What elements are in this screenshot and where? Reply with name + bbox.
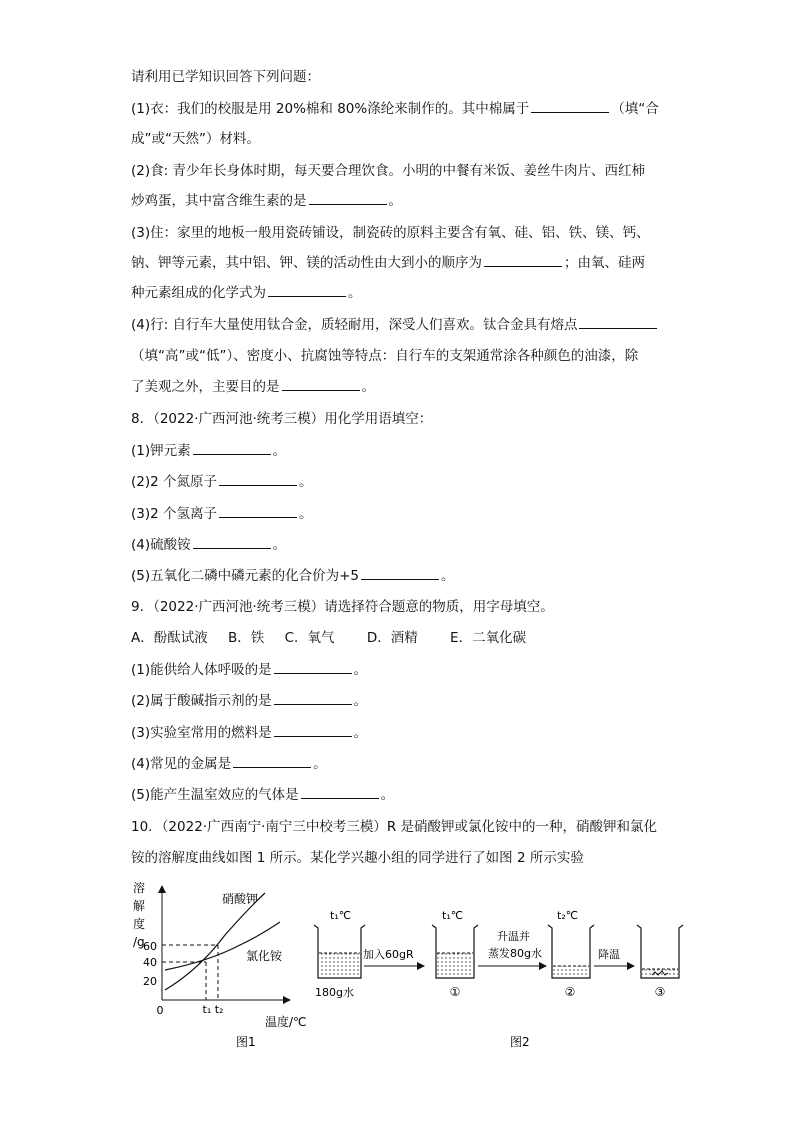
temp-label-beaker1: t₁℃ — [442, 909, 464, 922]
option-a: A．酚酞试液 — [131, 630, 208, 646]
y-tick-60: 60 — [143, 940, 157, 953]
q8-item-2: (2)2 个氮原子 。 — [131, 474, 313, 490]
q7-part4-line2: （填“高”或“低”）、密度小、抗腐蚀等特点：自行车的支架通常涂各种颜色的油漆，除 — [131, 348, 639, 364]
q9-header: 9．（2022·广西河池·统考三模）请选择符合题意的物质，用字母填空。 — [131, 599, 554, 615]
q7-part2-line2: 炒鸡蛋，其中富含维生素的是 。 — [131, 193, 402, 209]
q10-line2: 铵的溶解度曲线如图 1 所示。某化学兴趣小组的同学进行了如图 2 所示实验 — [131, 850, 584, 866]
q9-item-5: (5)能产生温室效应的气体是 。 — [131, 787, 395, 803]
step-2-label-line1: 升温并 — [497, 930, 530, 943]
label-nh4cl: 氯化铵 — [246, 949, 283, 963]
beaker-2-number: ② — [564, 985, 576, 999]
ylabel-char-1: 溶 — [133, 881, 146, 895]
origin-label: 0 — [156, 1004, 164, 1017]
label-kno3: 硝酸钾 — [222, 892, 259, 906]
q7-part2-line1: (2)食: 青少年长身体时期，每天要合理饮食。小明的中餐有米饭、姜丝牛肉片、西红柿 — [131, 163, 645, 179]
x-ticks-t1-t2: t₁ t₂ — [202, 1003, 224, 1016]
temp-label-beaker0: t₁℃ — [330, 909, 352, 922]
ylabel-char-3: 度 — [133, 917, 146, 931]
q10-line1: 10．（2022·广西南宁·南宁三中校考三模）R 是硝酸钾或氯化铵中的一种，硝酸钾和氯化 — [131, 819, 658, 835]
q8-item-1: (1)钾元素 。 — [131, 443, 287, 459]
beaker-1-solution — [437, 953, 473, 977]
x-axis-label: 温度/℃ — [265, 1015, 307, 1029]
q7-part3-line2: 钠、钾等元素，其中铝、钾、镁的活动性由大到小的顺序为 ；由氧、硅两 — [131, 255, 645, 271]
step-2-label-line2: 蒸发80g水 — [488, 947, 542, 960]
q7-part1-line1: (1)衣：我们的校服是用 20%棉和 80%涤纶来制作的。其中棉属于 （填“合 — [131, 101, 659, 117]
beaker-2-solution — [553, 966, 589, 977]
option-e: E．二氧化碳 — [450, 630, 527, 646]
option-b: B．铁 — [228, 630, 265, 646]
q8-item-4: (4)硫酸铵 。 — [131, 537, 287, 553]
q9-item-2: (2)属于酸碱指示剂的是 。 — [131, 693, 368, 709]
figure-2-experiment — [314, 909, 683, 1049]
q7-part3-line3: 种元素组成的化学式为 。 — [131, 285, 362, 301]
q8-header: 8．（2022·广西河池·统考三模）用化学用语填空： — [131, 411, 433, 427]
y-tick-20: 20 — [143, 975, 157, 988]
q9-item-3: (3)实验室常用的燃料是 。 — [131, 725, 368, 741]
q7-part4-line1: (4)行: 自行车大量使用钛合金，质轻耐用，深受人们喜欢。钛合金具有熔点 — [131, 316, 659, 334]
ylabel-char-2: 解 — [133, 899, 146, 913]
step-1-label: 加入60gR — [363, 948, 414, 961]
option-d: D．酒精 — [366, 630, 418, 646]
q8-item-5: (5)五氧化二磷中磷元素的化合价为+5 。 — [131, 568, 455, 584]
y-tick-40: 40 — [143, 956, 157, 969]
q7-part1-line2: 成”或“天然”）材料。 — [131, 131, 260, 147]
curve-kno3 — [165, 893, 265, 990]
intro-text: 请利用已学知识回答下列问题： — [131, 69, 320, 85]
beaker-3-number: ③ — [654, 985, 666, 999]
q8-item-3: (3)2 个氢离子 。 — [131, 506, 313, 522]
q7-part3-line1: (3)住：家里的地板一般用瓷砖铺设，制瓷砖的原料主要含有氧、硅、铝、铁、镁、钙、 — [131, 225, 650, 241]
figure-2-caption: 图2 — [510, 1035, 530, 1049]
figure-1-solubility-chart — [133, 880, 307, 1049]
ylabel-char-4: /g — [133, 935, 145, 949]
q9-item-1: (1)能供给人体呼吸的是 。 — [131, 662, 368, 678]
option-c: C．氧气 — [284, 630, 335, 646]
beaker-1-number: ① — [449, 985, 461, 999]
q9-item-4: (4)常见的金属是 。 — [131, 756, 327, 772]
temp-label-beaker2: t₂℃ — [557, 909, 579, 922]
beaker-0-solution — [319, 953, 360, 977]
q7-part4-line3: 了美观之外，主要目的是 。 — [131, 379, 375, 395]
figure-1-caption: 图1 — [236, 1035, 256, 1049]
step-3-label: 降温 — [598, 948, 620, 961]
water-label: 180g水 — [315, 986, 354, 999]
